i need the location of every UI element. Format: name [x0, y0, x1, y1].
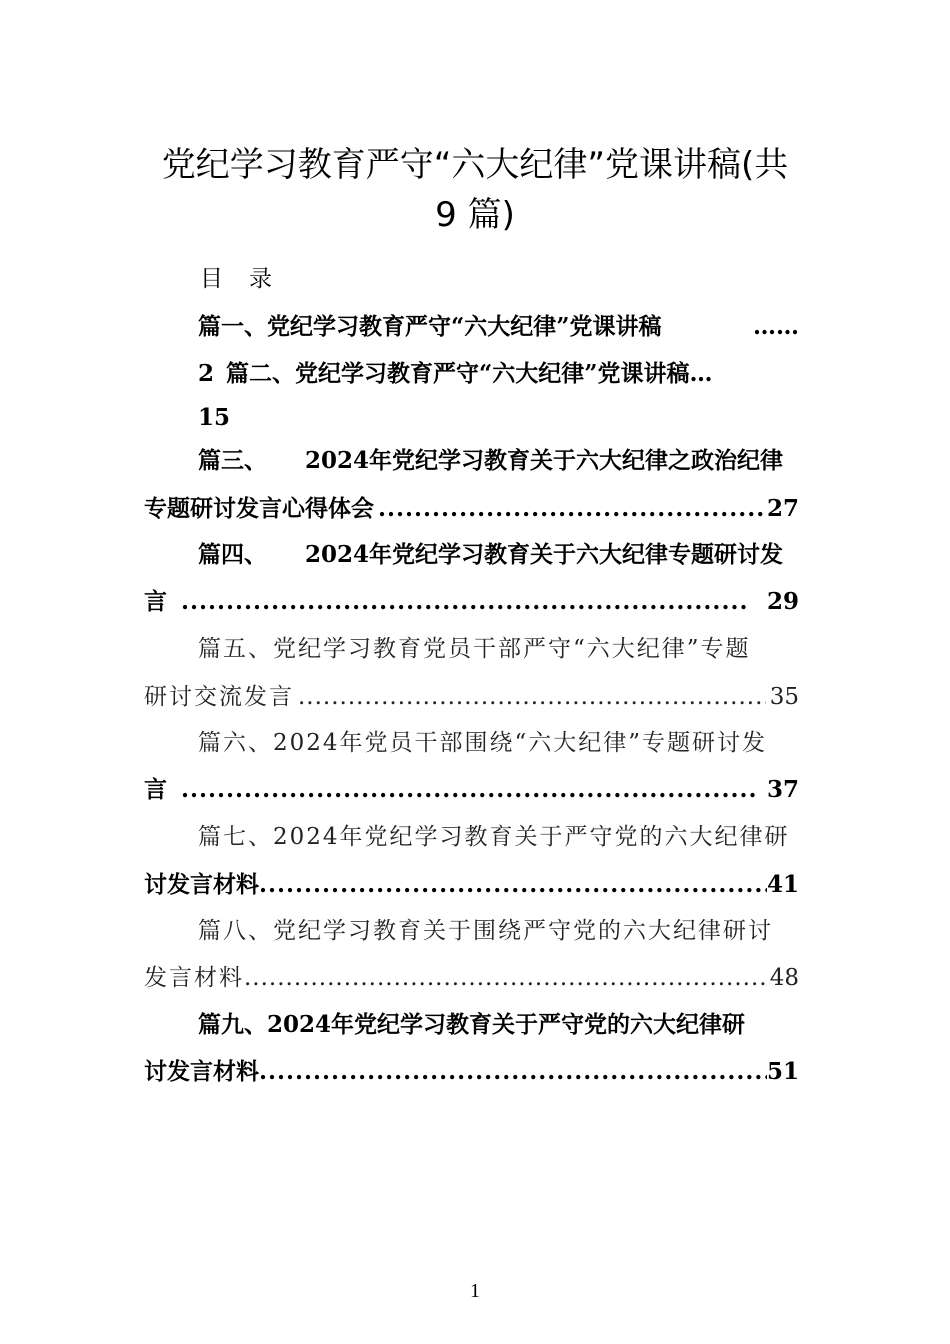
toc-entry-8-page: 48	[769, 965, 799, 991]
toc-entry-2-page: 15	[198, 404, 231, 431]
toc-entry-9-leader	[259, 1055, 767, 1089]
toc-entry-6-page: 37	[766, 776, 799, 803]
toc-entry-4-page: 29	[766, 588, 799, 615]
toc-entry-2[interactable]	[198, 357, 799, 391]
toc-entry-6[interactable]	[198, 726, 799, 760]
toc-entry-8-leader	[244, 961, 770, 995]
toc-entry-8-title: 篇八、党纪学习教育关于围绕严守党的六大纪律研讨	[198, 918, 773, 944]
toc-entry-9[interactable]	[198, 1008, 799, 1042]
toc-entry-5-page: 35	[769, 684, 799, 710]
toc-entry-7-leader	[259, 868, 767, 902]
toc-entry-8[interactable]	[198, 914, 799, 948]
toc-entry-8-cont[interactable]	[144, 961, 799, 995]
document-title-line-2: 9 篇)	[435, 195, 515, 235]
toc-entry-3-page: 27	[766, 495, 799, 522]
toc-entry-5-leader	[298, 680, 766, 714]
toc-entry-6-title-cont: 言	[144, 776, 167, 803]
toc-entry-2-title: 篇二、党纪学习教育严守“六大纪律”党课讲稿	[226, 360, 690, 387]
toc-entry-9-page: 51	[766, 1058, 799, 1085]
toc-entry-1-dots: ……	[753, 313, 799, 340]
toc-entry-4-title-cont: 言	[144, 588, 167, 615]
toc-entry-4-label: 篇四、	[198, 541, 267, 568]
toc-entry-5-title: 篇五、党纪学习教育党员干部严守“六大纪律”专题	[198, 636, 751, 662]
toc-entry-6-leader	[181, 773, 759, 807]
toc-entry-5-title-cont: 研讨交流发言	[144, 684, 294, 710]
toc-entry-7-title-cont: 讨发言材料	[144, 871, 259, 898]
toc-entry-7-cont[interactable]	[144, 868, 799, 902]
toc-entry-5-cont[interactable]	[144, 680, 799, 714]
toc-entry-1-page: 2	[198, 360, 215, 387]
toc-heading: 目录	[200, 266, 298, 292]
toc-entry-6-title: 篇六、2024年党员干部围绕“六大纪律”专题研讨发	[198, 730, 768, 756]
toc-entry-2-dots: …	[689, 360, 713, 387]
toc-entry-9-cont[interactable]	[144, 1055, 799, 1089]
toc-entry-4-title: 2024年党纪学习教育关于六大纪律专题研讨发	[305, 541, 784, 568]
toc-entry-2-page-line[interactable]	[198, 401, 799, 435]
toc-entry-3-title-cont: 专题研讨发言心得体会	[144, 495, 374, 522]
document-title-line-1: 党纪学习教育严守“六大纪律”党课讲稿(共	[161, 145, 789, 185]
toc-entry-6-cont[interactable]	[144, 773, 799, 807]
toc-entry-1[interactable]	[198, 310, 799, 344]
toc-entry-3[interactable]	[198, 444, 799, 478]
toc-entry-3-label: 篇三、	[198, 447, 267, 474]
toc-entry-4[interactable]	[198, 538, 799, 572]
page-number: 1	[470, 1280, 480, 1302]
toc-entry-7-page: 41	[766, 871, 799, 898]
toc-entry-3-cont[interactable]	[144, 492, 799, 526]
toc-entry-4-leader	[181, 585, 749, 619]
toc-entry-1-title: 篇一、党纪学习教育严守“六大纪律”党课讲稿	[198, 313, 662, 340]
toc-entry-9-title: 篇九、2024年党纪学习教育关于严守党的六大纪律研	[198, 1011, 746, 1038]
toc-entry-3-leader	[378, 492, 763, 526]
toc-entry-5[interactable]	[198, 632, 799, 666]
toc-entry-7-title: 篇七、2024年党纪学习教育关于严守党的六大纪律研	[198, 824, 790, 850]
toc-entry-4-cont[interactable]	[144, 585, 799, 619]
toc-entry-8-title-cont: 发言材料	[144, 965, 244, 991]
toc-entry-3-title: 2024年党纪学习教育关于六大纪律之政治纪律	[305, 447, 784, 474]
toc-entry-9-title-cont: 讨发言材料	[144, 1058, 259, 1085]
toc-entry-7[interactable]	[198, 820, 799, 854]
